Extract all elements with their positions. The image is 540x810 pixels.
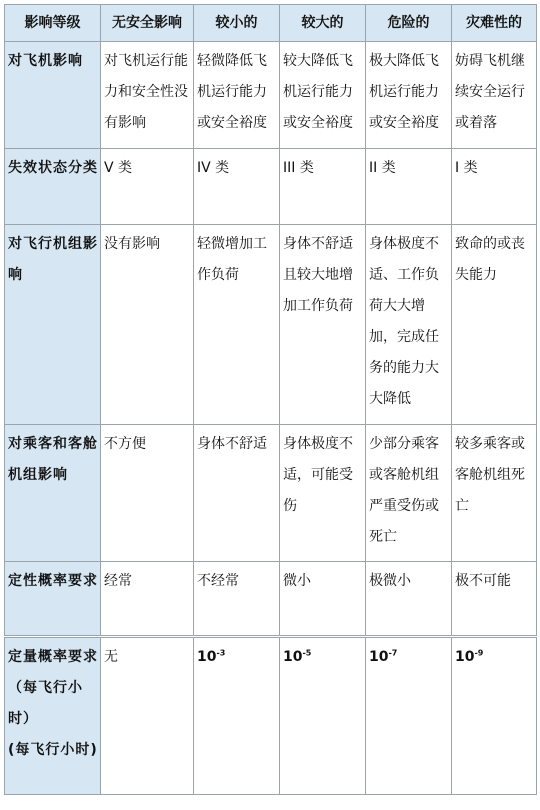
table-cell: 极大降低飞机运行能力或安全裕度 (366, 42, 452, 149)
header-cell-major: 较大的 (280, 5, 366, 42)
header-cell-no-safety-effect: 无安全影响 (101, 5, 194, 42)
table-cell: 不方便 (101, 425, 194, 562)
header-cell-catastrophic: 灾难性的 (452, 5, 537, 42)
table-cell: III 类 (280, 149, 366, 225)
table-cell: II 类 (366, 149, 452, 225)
row-header-aircraft-effect: 对飞机影响 (5, 42, 101, 149)
table-cell: I 类 (452, 149, 537, 225)
header-cell-impact-level: 影响等级 (5, 5, 101, 42)
table-cell: 身体极度不适，可能受伤 (280, 425, 366, 562)
row-header-failure-condition-class: 失效状态分类 (5, 149, 101, 225)
table-cell: 较多乘客或客舱机组死亡 (452, 425, 537, 562)
power-exponent: -7 (388, 648, 398, 658)
power-base: 10 (283, 649, 303, 665)
header-cell-hazardous: 危险的 (366, 5, 452, 42)
table-cell: 没有影响 (101, 225, 194, 425)
table-cell: 身体不舒适且较大地增加工作负荷 (280, 225, 366, 425)
table-header-row (5, 5, 537, 42)
table-cell: 身体极度不适、工作负荷大大增加，完成任务的能力大大降低 (366, 225, 452, 425)
probability-value-cell (366, 637, 452, 795)
table-cell: 微小 (280, 562, 366, 637)
table-cell: 对飞机运行能力和安全性没有影响 (101, 42, 194, 149)
probability-value-cell (452, 637, 537, 795)
row-header-flight-crew-effect: 对飞行机组影响 (5, 225, 101, 425)
table-row (5, 42, 537, 149)
table-row (5, 149, 537, 225)
table-cell: 妨碍飞机继续安全运行或着落 (452, 42, 537, 149)
power-base: 10 (197, 649, 217, 665)
row-header-note: (每飞行小时) (8, 742, 98, 758)
header-cell-minor: 较小的 (194, 5, 280, 42)
table-cell: 极不可能 (452, 562, 537, 637)
power-exponent: -9 (474, 648, 484, 658)
power-exponent: -5 (302, 648, 312, 658)
table-cell: 轻微降低飞机运行能力或安全裕度 (194, 42, 280, 149)
row-header-qualitative-probability: 定性概率要求 (5, 562, 101, 637)
row-header-passenger-crew-effect: 对乘客和客舱机组影响 (5, 425, 101, 562)
table-row (5, 425, 537, 562)
table-cell: 轻微增加工作负荷 (194, 225, 280, 425)
row-header-label: 定量概率要求（每飞行小时） (8, 649, 98, 727)
severity-classification-table (4, 4, 537, 795)
table-cell: 致命的或丧失能力 (452, 225, 537, 425)
table-row (5, 562, 537, 637)
table-row (5, 637, 537, 795)
table-cell: 较大降低飞机运行能力或安全裕度 (280, 42, 366, 149)
power-base: 10 (369, 649, 389, 665)
table-row (5, 225, 537, 425)
table-cell: IV 类 (194, 149, 280, 225)
table-cell: 无 (101, 637, 194, 795)
row-header-quantitative-probability (5, 637, 101, 795)
power-exponent: -3 (216, 648, 226, 658)
table-cell: 身体不舒适 (194, 425, 280, 562)
power-base: 10 (455, 649, 475, 665)
table-cell: 极微小 (366, 562, 452, 637)
probability-value-cell (280, 637, 366, 795)
table-cell: 经常 (101, 562, 194, 637)
table-cell: 不经常 (194, 562, 280, 637)
table-cell: V 类 (101, 149, 194, 225)
probability-value-cell (194, 637, 280, 795)
table-cell: 少部分乘客或客舱机组严重受伤或死亡 (366, 425, 452, 562)
